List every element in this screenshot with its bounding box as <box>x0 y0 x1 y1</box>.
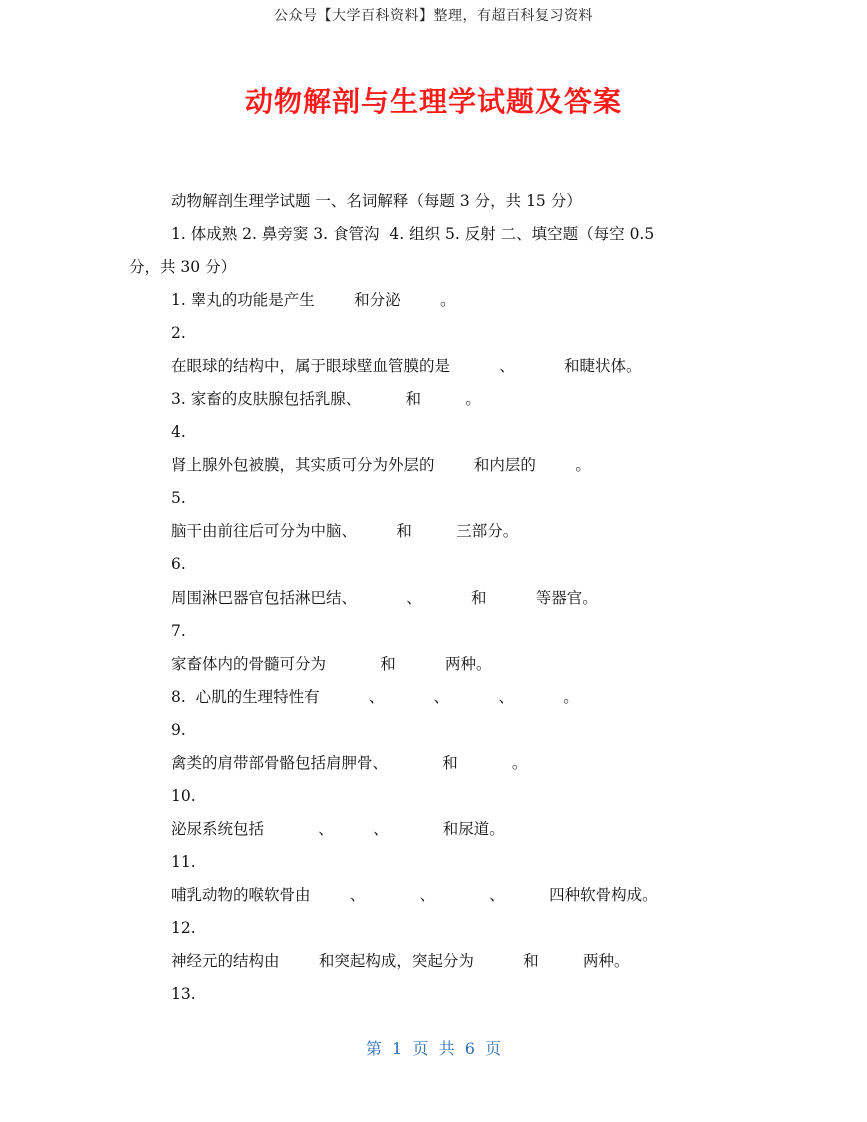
question-line: 8. 心肌的生理特性有 、 、 、 。 <box>171 688 579 706</box>
question-number: 9. <box>171 721 186 739</box>
question-line: 1. 睾丸的功能是产生 和分泌 。 <box>171 291 456 309</box>
question-line: 周围淋巴器官包括淋巴结、 、 和 等器官。 <box>171 589 598 607</box>
question-number: 2. <box>171 324 186 342</box>
document-title: 动物解剖与生理学试题及答案 <box>244 85 622 118</box>
question-number: 5. <box>171 489 186 507</box>
question-number: 12. <box>171 919 196 937</box>
question-line: 家畜体内的骨髓可分为 和 两种。 <box>171 655 492 673</box>
body-line: 分，共 30 分） <box>129 258 237 276</box>
question-line: 脑干由前往后可分为中脑、 和 三部分。 <box>171 522 519 540</box>
question-number: 11. <box>171 853 196 871</box>
question-number: 6. <box>171 555 186 573</box>
question-number: 13. <box>171 985 196 1003</box>
question-line: 肾上腺外包被膜，其实质可分为外层的 和内层的 。 <box>171 456 591 474</box>
section-heading: 动物解剖生理学试题 一、名词解释（每题 3 分，共 15 分） <box>171 192 582 210</box>
question-line: 禽类的肩带部骨骼包括肩胛骨、 和 。 <box>171 754 528 772</box>
question-line: 泌尿系统包括 、 、 和尿道。 <box>171 820 505 838</box>
question-line: 神经元的结构由 和突起构成，突起分为 和 两种。 <box>171 952 630 970</box>
question-line: 3. 家畜的皮肤腺包括乳腺、 和 。 <box>171 390 481 408</box>
question-line: 哺乳动物的喉软骨由 、 、 、 四种软骨构成。 <box>171 886 658 904</box>
page-number-footer: 第 1 页 共 6 页 <box>365 1039 502 1058</box>
page-header: 公众号【大学百科资料】整理，有超百科复习资料 <box>274 8 593 24</box>
body-line: 1. 体成熟 2. 鼻旁窦 3. 食管沟 4. 组织 5. 反射 二、填空题（每空 0.5 <box>171 225 655 243</box>
question-line: 在眼球的结构中，属于眼球壁血管膜的是 、 和睫状体。 <box>171 357 642 375</box>
question-number: 4. <box>171 423 186 441</box>
question-number: 10. <box>171 787 196 805</box>
question-number: 7. <box>171 622 186 640</box>
